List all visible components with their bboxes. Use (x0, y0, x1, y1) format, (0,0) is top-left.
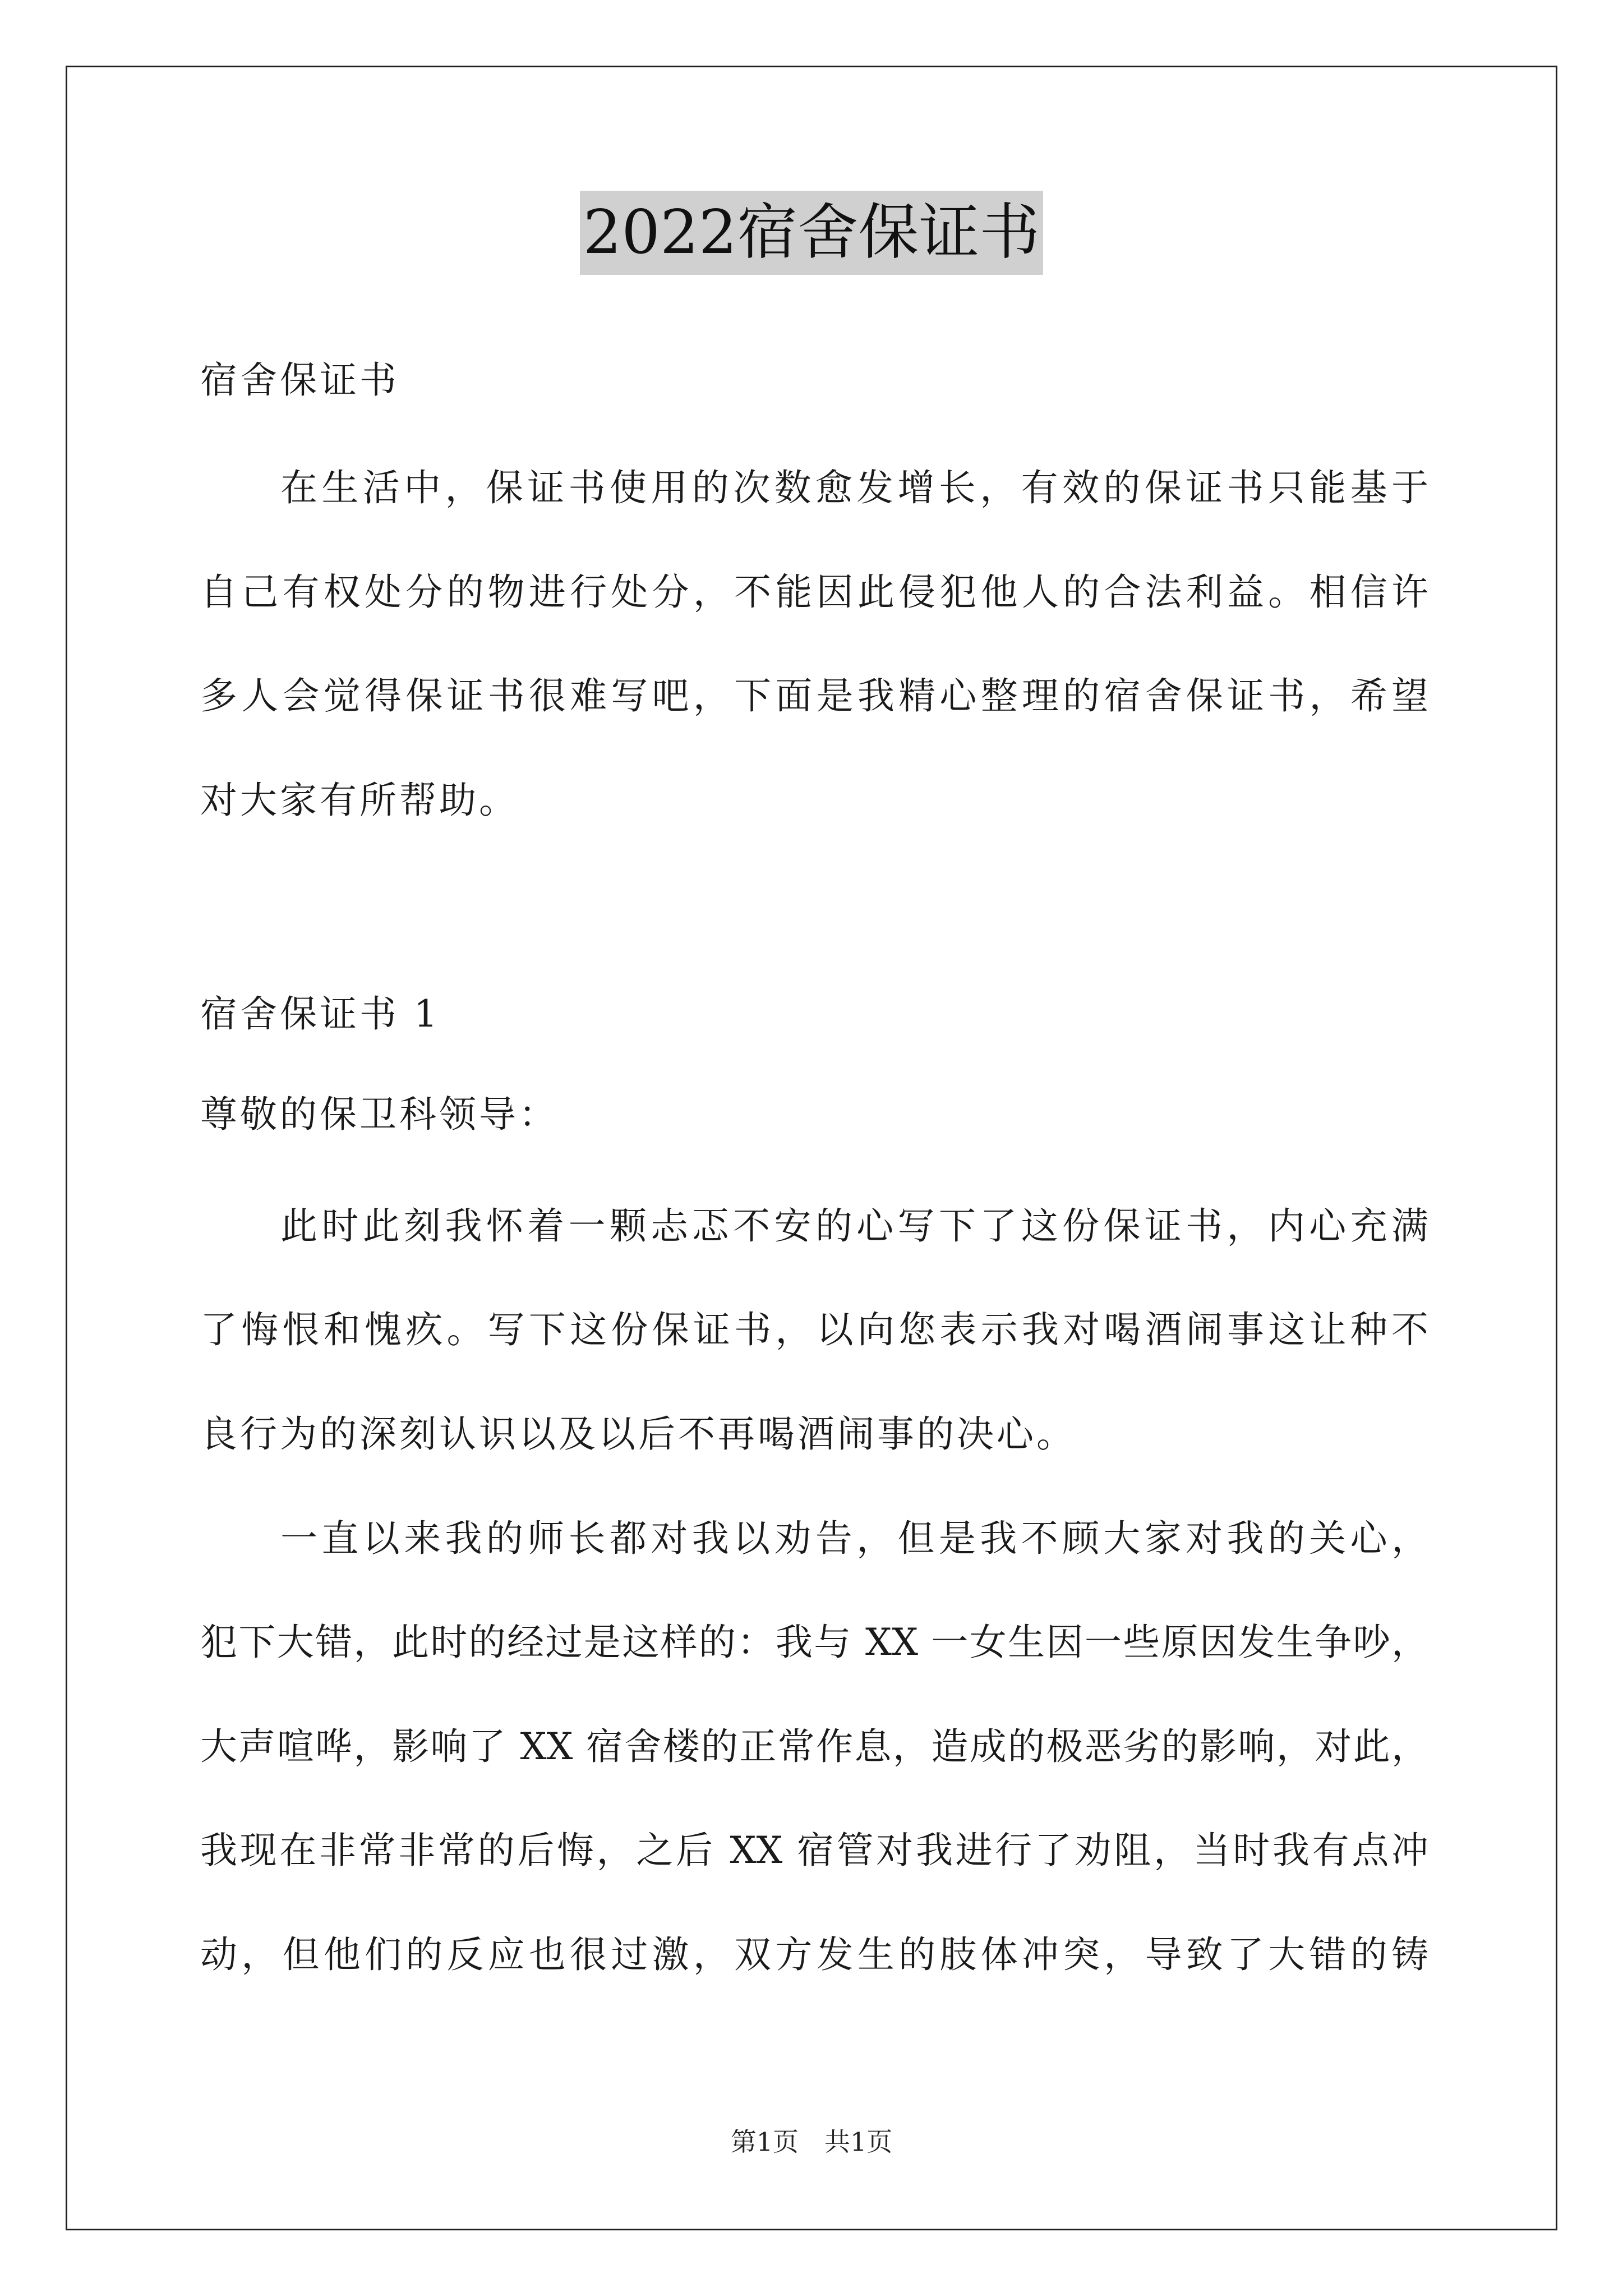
section-heading: 宿舍保证书 1 (200, 992, 440, 1036)
paragraph-line: 多人会觉得保证书很难写吧，下面是我精心整理的宿舍保证书，希望 (200, 674, 1428, 717)
paragraph-line: 对大家有所帮助。 (200, 779, 519, 822)
paragraph-line: 我现在非常非常的后悔，之后 XX 宿管对我进行了劝阻，当时我有点冲 (200, 1829, 1428, 1872)
paragraph-line: 动，但他们的反应也很过激，双方发生的肢体冲突，导致了大错的铸 (200, 1933, 1428, 1976)
paragraph-line: 在生活中，保证书使用的次数愈发增长，有效的保证书只能基于 (280, 466, 1428, 509)
document-title: 2022宿舍保证书 (580, 191, 1044, 275)
salutation: 尊敬的保卫科领导： (200, 1093, 559, 1136)
subtitle-line: 宿舍保证书 (200, 358, 399, 402)
title-container (0, 191, 1623, 275)
paragraph-line: 自己有权处分的物进行处分，不能因此侵犯他人的合法利益。相信许 (200, 570, 1428, 614)
paragraph-line: 大声喧哗，影响了 XX 宿舍楼的正常作息，造成的极恶劣的影响，对此， (200, 1725, 1428, 1768)
paragraph-line: 一直以来我的师长都对我以劝告，但是我不顾大家对我的关心， (280, 1517, 1428, 1560)
paragraph-line: 此时此刻我怀着一颗忐忑不安的心写下了这份保证书，内心充满 (280, 1204, 1428, 1248)
page-number: 第1页 共1页 (730, 2127, 893, 2157)
paragraph-line: 良行为的深刻认识以及以后不再喝酒闹事的决心。 (200, 1412, 1076, 1456)
paragraph-line: 了悔恨和愧疚。写下这份保证书，以向您表示我对喝酒闹事这让种不 (200, 1308, 1428, 1351)
paragraph-line: 犯下大错，此时的经过是这样的：我与 XX 一女生因一些原因发生争吵， (200, 1621, 1428, 1664)
